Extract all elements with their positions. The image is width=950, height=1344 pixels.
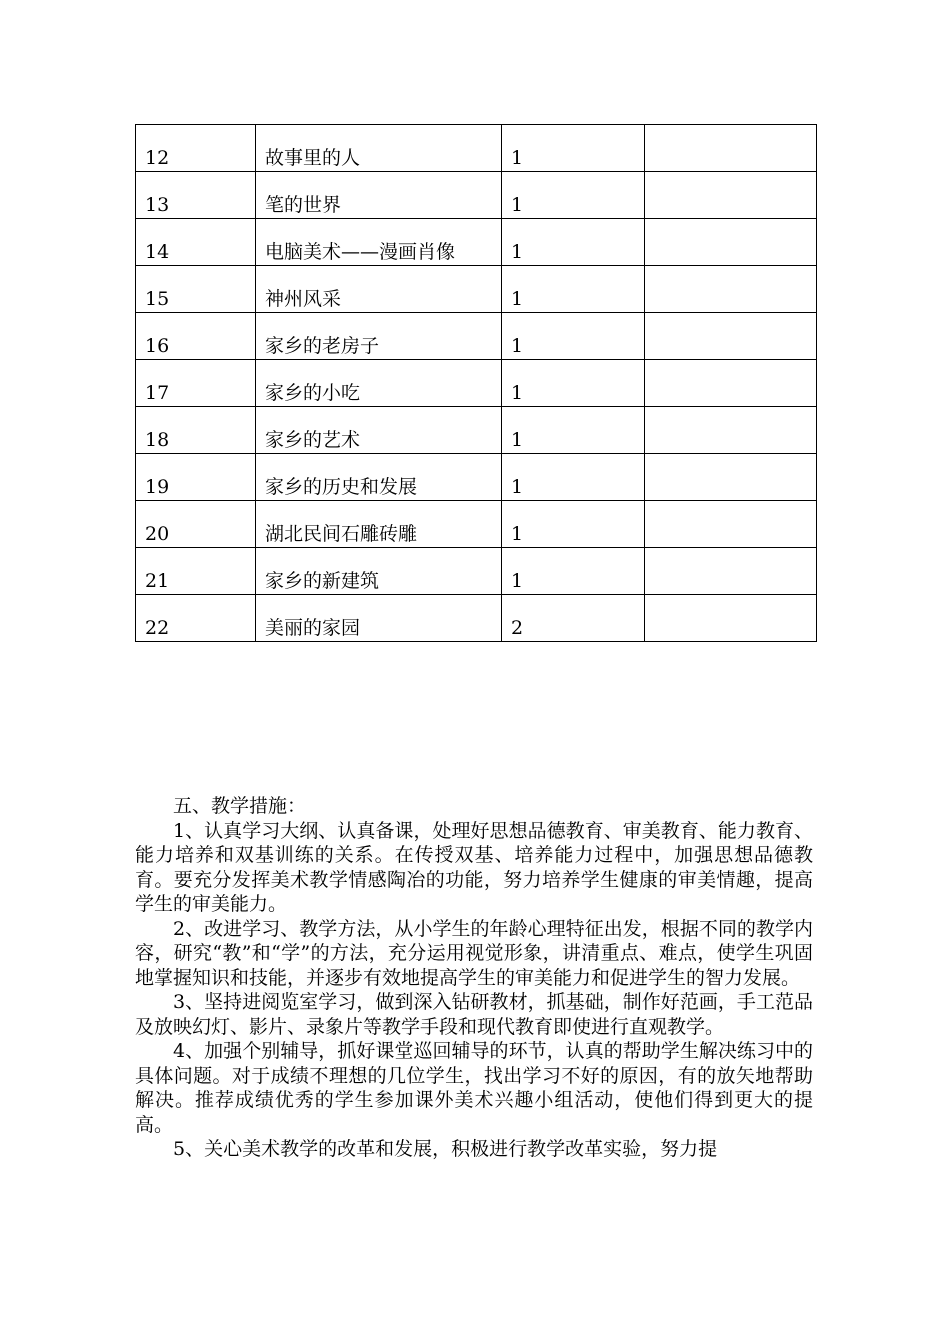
table-row bbox=[136, 548, 817, 595]
lesson-number: 22 bbox=[136, 595, 256, 642]
table-row bbox=[136, 172, 817, 219]
lesson-title: 美丽的家园 bbox=[256, 595, 502, 642]
measure-paragraph: 3、坚持进阅览室学习，做到深入钻研教材，抓基础，制作好范画，手工范品及放映幻灯、影片、录象片等教学手段和现代教育即使进行直观教学。 bbox=[135, 991, 813, 1038]
table-row bbox=[136, 501, 817, 548]
teaching-measures-section bbox=[135, 794, 813, 1162]
lesson-number: 13 bbox=[136, 172, 256, 219]
lesson-note bbox=[645, 595, 817, 642]
lesson-number: 17 bbox=[136, 360, 256, 407]
lesson-note bbox=[645, 172, 817, 219]
lesson-title: 家乡的老房子 bbox=[256, 313, 502, 360]
lesson-title: 湖北民间石雕砖雕 bbox=[256, 501, 502, 548]
lesson-number: 18 bbox=[136, 407, 256, 454]
lesson-title: 神州风采 bbox=[256, 266, 502, 313]
lesson-number: 21 bbox=[136, 548, 256, 595]
lesson-hours: 1 bbox=[502, 313, 645, 360]
lesson-note bbox=[645, 266, 817, 313]
lesson-title: 家乡的小吃 bbox=[256, 360, 502, 407]
lesson-schedule-table bbox=[135, 124, 817, 642]
lesson-hours: 1 bbox=[502, 172, 645, 219]
lesson-number: 20 bbox=[136, 501, 256, 548]
table-row bbox=[136, 595, 817, 642]
table-row bbox=[136, 454, 817, 501]
lesson-hours: 1 bbox=[502, 360, 645, 407]
measure-paragraph: 5、关心美术教学的改革和发展，积极进行教学改革实验，努力提 bbox=[173, 1138, 718, 1160]
lesson-title: 电脑美术——漫画肖像 bbox=[256, 219, 502, 266]
lesson-hours: 1 bbox=[502, 125, 645, 172]
lesson-note bbox=[645, 501, 817, 548]
lesson-hours: 2 bbox=[502, 595, 645, 642]
measure-paragraph: 2、改进学习、教学方法，从小学生的年龄心理特征出发，根据不同的教学内容，研究“教”和“学”的方法，充分运用视觉形象，讲清重点、难点，使学生巩固地掌握知识和技能，并逐步有效地提高学生的审美能力和促进学生的智力发展。 bbox=[135, 917, 813, 989]
lesson-title: 笔的世界 bbox=[256, 172, 502, 219]
measure-paragraph: 1、认真学习大纲、认真备课，处理好思想品德教育、审美教育、能力教育、能力培养和双基训练的关系。在传授双基、培养能力过程中，加强思想品德教育。要充分发挥美术教学情感陶冶的功能，努力培养学生健康的审美情趣，提高学生的审美能力。 bbox=[135, 819, 813, 915]
lesson-title: 家乡的新建筑 bbox=[256, 548, 502, 595]
lesson-number: 12 bbox=[136, 125, 256, 172]
table-row bbox=[136, 125, 817, 172]
lesson-number: 19 bbox=[136, 454, 256, 501]
table-row bbox=[136, 313, 817, 360]
lesson-hours: 1 bbox=[502, 219, 645, 266]
lesson-hours: 1 bbox=[502, 407, 645, 454]
lesson-number: 16 bbox=[136, 313, 256, 360]
lesson-hours: 1 bbox=[502, 548, 645, 595]
lesson-hours: 1 bbox=[502, 454, 645, 501]
lesson-title: 家乡的艺术 bbox=[256, 407, 502, 454]
table-row bbox=[136, 266, 817, 313]
lesson-note bbox=[645, 360, 817, 407]
table-row bbox=[136, 219, 817, 266]
schedule-body bbox=[136, 125, 817, 642]
lesson-hours: 1 bbox=[502, 501, 645, 548]
lesson-title: 故事里的人 bbox=[256, 125, 502, 172]
lesson-note bbox=[645, 313, 817, 360]
table-row bbox=[136, 407, 817, 454]
lesson-note bbox=[645, 454, 817, 501]
lesson-note bbox=[645, 407, 817, 454]
measure-paragraph: 4、加强个别辅导，抓好课堂巡回辅导的环节，认真的帮助学生解决练习中的具体问题。对于成绩不理想的几位学生，找出学习不好的原因，有的放矢地帮助解决。推荐成绩优秀的学生参加课外美术兴趣小组活动，使他们得到更大的提高。 bbox=[135, 1040, 813, 1136]
lesson-note bbox=[645, 548, 817, 595]
table-row bbox=[136, 360, 817, 407]
lesson-number: 14 bbox=[136, 219, 256, 266]
lesson-note bbox=[645, 125, 817, 172]
lesson-note bbox=[645, 219, 817, 266]
lesson-hours: 1 bbox=[502, 266, 645, 313]
section-heading: 五、教学措施： bbox=[173, 795, 307, 817]
lesson-number: 15 bbox=[136, 266, 256, 313]
lesson-title: 家乡的历史和发展 bbox=[256, 454, 502, 501]
